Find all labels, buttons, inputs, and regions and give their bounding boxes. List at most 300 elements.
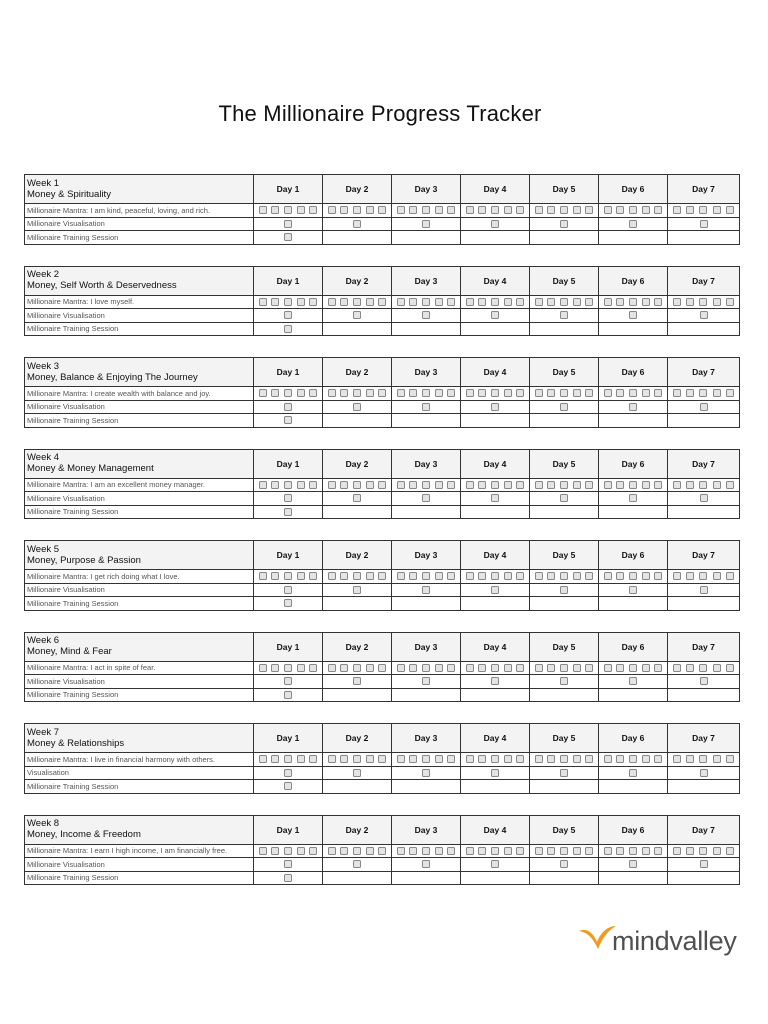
mantra-checkbox[interactable] — [328, 206, 336, 214]
mantra-checkbox[interactable] — [271, 206, 279, 214]
mantra-checkbox[interactable] — [328, 389, 336, 397]
mantra-checkbox[interactable] — [604, 664, 612, 672]
mantra-checkbox[interactable] — [378, 664, 386, 672]
mantra-checkbox[interactable] — [297, 481, 305, 489]
mantra-checkbox[interactable] — [491, 389, 499, 397]
mantra-checkbox[interactable] — [573, 481, 581, 489]
visualisation-checkbox[interactable] — [284, 860, 292, 868]
mantra-checkbox[interactable] — [604, 206, 612, 214]
mantra-checkbox[interactable] — [340, 206, 348, 214]
mantra-checkbox[interactable] — [271, 572, 279, 580]
mantra-checkbox[interactable] — [654, 389, 662, 397]
training-checkbox[interactable] — [284, 782, 292, 790]
visualisation-checkbox[interactable] — [560, 860, 568, 868]
mantra-checkbox[interactable] — [409, 847, 417, 855]
mantra-checkbox[interactable] — [585, 664, 593, 672]
mantra-checkbox[interactable] — [585, 572, 593, 580]
mantra-checkbox[interactable] — [504, 298, 512, 306]
mantra-checkbox[interactable] — [353, 755, 361, 763]
mantra-checkbox[interactable] — [616, 298, 624, 306]
mantra-checkbox[interactable] — [328, 664, 336, 672]
visualisation-checkbox[interactable] — [560, 220, 568, 228]
mantra-checkbox[interactable] — [629, 572, 637, 580]
mantra-checkbox[interactable] — [328, 755, 336, 763]
mantra-checkbox[interactable] — [409, 206, 417, 214]
mantra-checkbox[interactable] — [284, 755, 292, 763]
mantra-checkbox[interactable] — [328, 572, 336, 580]
mantra-checkbox[interactable] — [713, 572, 721, 580]
mantra-checkbox[interactable] — [642, 206, 650, 214]
mantra-checkbox[interactable] — [422, 847, 430, 855]
mantra-checkbox[interactable] — [654, 572, 662, 580]
mantra-checkbox[interactable] — [422, 572, 430, 580]
visualisation-checkbox[interactable] — [560, 769, 568, 777]
visualisation-checkbox[interactable] — [700, 586, 708, 594]
mantra-checkbox[interactable] — [629, 206, 637, 214]
mantra-checkbox[interactable] — [713, 664, 721, 672]
mantra-checkbox[interactable] — [422, 664, 430, 672]
mantra-checkbox[interactable] — [259, 298, 267, 306]
mantra-checkbox[interactable] — [297, 664, 305, 672]
mantra-checkbox[interactable] — [673, 298, 681, 306]
visualisation-checkbox[interactable] — [560, 403, 568, 411]
visualisation-checkbox[interactable] — [284, 494, 292, 502]
visualisation-checkbox[interactable] — [353, 494, 361, 502]
mantra-checkbox[interactable] — [328, 298, 336, 306]
mantra-checkbox[interactable] — [259, 389, 267, 397]
mantra-checkbox[interactable] — [629, 389, 637, 397]
mantra-checkbox[interactable] — [491, 572, 499, 580]
visualisation-checkbox[interactable] — [491, 586, 499, 594]
mantra-checkbox[interactable] — [409, 755, 417, 763]
mantra-checkbox[interactable] — [504, 206, 512, 214]
mantra-checkbox[interactable] — [378, 847, 386, 855]
mantra-checkbox[interactable] — [378, 389, 386, 397]
visualisation-checkbox[interactable] — [700, 311, 708, 319]
mantra-checkbox[interactable] — [504, 664, 512, 672]
mantra-checkbox[interactable] — [654, 664, 662, 672]
mantra-checkbox[interactable] — [447, 481, 455, 489]
visualisation-checkbox[interactable] — [284, 769, 292, 777]
mantra-checkbox[interactable] — [585, 206, 593, 214]
mantra-checkbox[interactable] — [271, 298, 279, 306]
visualisation-checkbox[interactable] — [353, 860, 361, 868]
mantra-checkbox[interactable] — [535, 206, 543, 214]
mantra-checkbox[interactable] — [673, 847, 681, 855]
mantra-checkbox[interactable] — [491, 847, 499, 855]
mantra-checkbox[interactable] — [397, 481, 405, 489]
mantra-checkbox[interactable] — [642, 298, 650, 306]
mantra-checkbox[interactable] — [573, 755, 581, 763]
mantra-checkbox[interactable] — [699, 298, 707, 306]
mantra-checkbox[interactable] — [435, 206, 443, 214]
mantra-checkbox[interactable] — [297, 755, 305, 763]
mantra-checkbox[interactable] — [466, 298, 474, 306]
mantra-checkbox[interactable] — [328, 847, 336, 855]
mantra-checkbox[interactable] — [447, 572, 455, 580]
visualisation-checkbox[interactable] — [629, 586, 637, 594]
mantra-checkbox[interactable] — [271, 389, 279, 397]
mantra-checkbox[interactable] — [259, 481, 267, 489]
mantra-checkbox[interactable] — [654, 481, 662, 489]
mantra-checkbox[interactable] — [284, 481, 292, 489]
mantra-checkbox[interactable] — [435, 847, 443, 855]
mantra-checkbox[interactable] — [409, 664, 417, 672]
mantra-checkbox[interactable] — [309, 298, 317, 306]
mantra-checkbox[interactable] — [629, 298, 637, 306]
mantra-checkbox[interactable] — [726, 481, 734, 489]
mantra-checkbox[interactable] — [435, 481, 443, 489]
mantra-checkbox[interactable] — [466, 755, 474, 763]
mantra-checkbox[interactable] — [259, 847, 267, 855]
mantra-checkbox[interactable] — [378, 572, 386, 580]
visualisation-checkbox[interactable] — [353, 769, 361, 777]
mantra-checkbox[interactable] — [713, 755, 721, 763]
mantra-checkbox[interactable] — [573, 572, 581, 580]
mantra-checkbox[interactable] — [378, 481, 386, 489]
mantra-checkbox[interactable] — [516, 298, 524, 306]
mantra-checkbox[interactable] — [397, 572, 405, 580]
mantra-checkbox[interactable] — [585, 755, 593, 763]
training-checkbox[interactable] — [284, 874, 292, 882]
mantra-checkbox[interactable] — [726, 755, 734, 763]
mantra-checkbox[interactable] — [673, 572, 681, 580]
visualisation-checkbox[interactable] — [422, 311, 430, 319]
mantra-checkbox[interactable] — [616, 664, 624, 672]
mantra-checkbox[interactable] — [573, 847, 581, 855]
mantra-checkbox[interactable] — [616, 206, 624, 214]
visualisation-checkbox[interactable] — [491, 769, 499, 777]
mantra-checkbox[interactable] — [547, 755, 555, 763]
mantra-checkbox[interactable] — [340, 298, 348, 306]
mantra-checkbox[interactable] — [699, 481, 707, 489]
mantra-checkbox[interactable] — [560, 847, 568, 855]
mantra-checkbox[interactable] — [504, 572, 512, 580]
mantra-checkbox[interactable] — [397, 847, 405, 855]
mantra-checkbox[interactable] — [409, 389, 417, 397]
mantra-checkbox[interactable] — [271, 755, 279, 763]
mantra-checkbox[interactable] — [435, 755, 443, 763]
training-checkbox[interactable] — [284, 416, 292, 424]
mantra-checkbox[interactable] — [340, 572, 348, 580]
mantra-checkbox[interactable] — [422, 298, 430, 306]
mantra-checkbox[interactable] — [726, 298, 734, 306]
mantra-checkbox[interactable] — [604, 847, 612, 855]
training-checkbox[interactable] — [284, 233, 292, 241]
mantra-checkbox[interactable] — [447, 664, 455, 672]
mantra-checkbox[interactable] — [491, 664, 499, 672]
mantra-checkbox[interactable] — [560, 481, 568, 489]
mantra-checkbox[interactable] — [642, 847, 650, 855]
mantra-checkbox[interactable] — [378, 298, 386, 306]
mantra-checkbox[interactable] — [259, 664, 267, 672]
mantra-checkbox[interactable] — [409, 481, 417, 489]
mantra-checkbox[interactable] — [397, 206, 405, 214]
mantra-checkbox[interactable] — [726, 572, 734, 580]
mantra-checkbox[interactable] — [284, 206, 292, 214]
mantra-checkbox[interactable] — [673, 664, 681, 672]
mantra-checkbox[interactable] — [573, 389, 581, 397]
mantra-checkbox[interactable] — [504, 755, 512, 763]
mantra-checkbox[interactable] — [378, 755, 386, 763]
mantra-checkbox[interactable] — [713, 206, 721, 214]
mantra-checkbox[interactable] — [447, 206, 455, 214]
visualisation-checkbox[interactable] — [629, 860, 637, 868]
mantra-checkbox[interactable] — [654, 206, 662, 214]
mantra-checkbox[interactable] — [713, 847, 721, 855]
mantra-checkbox[interactable] — [516, 572, 524, 580]
visualisation-checkbox[interactable] — [284, 220, 292, 228]
mantra-checkbox[interactable] — [284, 389, 292, 397]
mantra-checkbox[interactable] — [699, 206, 707, 214]
mantra-checkbox[interactable] — [686, 206, 694, 214]
visualisation-checkbox[interactable] — [700, 220, 708, 228]
mantra-checkbox[interactable] — [447, 389, 455, 397]
mantra-checkbox[interactable] — [409, 572, 417, 580]
visualisation-checkbox[interactable] — [353, 311, 361, 319]
mantra-checkbox[interactable] — [353, 298, 361, 306]
mantra-checkbox[interactable] — [340, 389, 348, 397]
mantra-checkbox[interactable] — [547, 389, 555, 397]
visualisation-checkbox[interactable] — [700, 677, 708, 685]
mantra-checkbox[interactable] — [378, 206, 386, 214]
mantra-checkbox[interactable] — [713, 298, 721, 306]
mantra-checkbox[interactable] — [673, 389, 681, 397]
visualisation-checkbox[interactable] — [700, 403, 708, 411]
mantra-checkbox[interactable] — [366, 572, 374, 580]
mantra-checkbox[interactable] — [309, 847, 317, 855]
mantra-checkbox[interactable] — [516, 389, 524, 397]
visualisation-checkbox[interactable] — [629, 403, 637, 411]
mantra-checkbox[interactable] — [726, 206, 734, 214]
mantra-checkbox[interactable] — [297, 298, 305, 306]
mantra-checkbox[interactable] — [604, 481, 612, 489]
mantra-checkbox[interactable] — [616, 572, 624, 580]
visualisation-checkbox[interactable] — [284, 586, 292, 594]
mantra-checkbox[interactable] — [491, 755, 499, 763]
visualisation-checkbox[interactable] — [700, 494, 708, 502]
training-checkbox[interactable] — [284, 325, 292, 333]
mantra-checkbox[interactable] — [654, 298, 662, 306]
mantra-checkbox[interactable] — [629, 664, 637, 672]
visualisation-checkbox[interactable] — [629, 677, 637, 685]
visualisation-checkbox[interactable] — [422, 860, 430, 868]
mantra-checkbox[interactable] — [573, 206, 581, 214]
mantra-checkbox[interactable] — [435, 572, 443, 580]
mantra-checkbox[interactable] — [422, 389, 430, 397]
mantra-checkbox[interactable] — [726, 664, 734, 672]
mantra-checkbox[interactable] — [435, 389, 443, 397]
mantra-checkbox[interactable] — [366, 664, 374, 672]
mantra-checkbox[interactable] — [309, 389, 317, 397]
mantra-checkbox[interactable] — [366, 481, 374, 489]
visualisation-checkbox[interactable] — [422, 769, 430, 777]
mantra-checkbox[interactable] — [686, 389, 694, 397]
mantra-checkbox[interactable] — [309, 572, 317, 580]
mantra-checkbox[interactable] — [491, 206, 499, 214]
mantra-checkbox[interactable] — [309, 664, 317, 672]
mantra-checkbox[interactable] — [547, 481, 555, 489]
mantra-checkbox[interactable] — [673, 755, 681, 763]
mantra-checkbox[interactable] — [686, 572, 694, 580]
mantra-checkbox[interactable] — [585, 847, 593, 855]
mantra-checkbox[interactable] — [629, 481, 637, 489]
mantra-checkbox[interactable] — [535, 755, 543, 763]
visualisation-checkbox[interactable] — [700, 860, 708, 868]
visualisation-checkbox[interactable] — [422, 677, 430, 685]
mantra-checkbox[interactable] — [271, 664, 279, 672]
mantra-checkbox[interactable] — [435, 664, 443, 672]
mantra-checkbox[interactable] — [397, 755, 405, 763]
visualisation-checkbox[interactable] — [353, 220, 361, 228]
mantra-checkbox[interactable] — [686, 298, 694, 306]
mantra-checkbox[interactable] — [516, 664, 524, 672]
mantra-checkbox[interactable] — [560, 298, 568, 306]
visualisation-checkbox[interactable] — [491, 494, 499, 502]
mantra-checkbox[interactable] — [271, 847, 279, 855]
mantra-checkbox[interactable] — [447, 847, 455, 855]
visualisation-checkbox[interactable] — [422, 220, 430, 228]
mantra-checkbox[interactable] — [297, 389, 305, 397]
visualisation-checkbox[interactable] — [560, 494, 568, 502]
mantra-checkbox[interactable] — [504, 389, 512, 397]
visualisation-checkbox[interactable] — [629, 220, 637, 228]
mantra-checkbox[interactable] — [654, 755, 662, 763]
mantra-checkbox[interactable] — [573, 298, 581, 306]
mantra-checkbox[interactable] — [478, 481, 486, 489]
mantra-checkbox[interactable] — [547, 206, 555, 214]
mantra-checkbox[interactable] — [699, 847, 707, 855]
visualisation-checkbox[interactable] — [560, 677, 568, 685]
mantra-checkbox[interactable] — [642, 481, 650, 489]
mantra-checkbox[interactable] — [353, 664, 361, 672]
mantra-checkbox[interactable] — [699, 755, 707, 763]
mantra-checkbox[interactable] — [547, 572, 555, 580]
mantra-checkbox[interactable] — [466, 389, 474, 397]
mantra-checkbox[interactable] — [616, 755, 624, 763]
mantra-checkbox[interactable] — [686, 847, 694, 855]
mantra-checkbox[interactable] — [284, 298, 292, 306]
mantra-checkbox[interactable] — [642, 389, 650, 397]
mantra-checkbox[interactable] — [353, 481, 361, 489]
visualisation-checkbox[interactable] — [284, 677, 292, 685]
visualisation-checkbox[interactable] — [629, 494, 637, 502]
mantra-checkbox[interactable] — [478, 755, 486, 763]
mantra-checkbox[interactable] — [435, 298, 443, 306]
mantra-checkbox[interactable] — [604, 389, 612, 397]
visualisation-checkbox[interactable] — [284, 311, 292, 319]
mantra-checkbox[interactable] — [535, 664, 543, 672]
visualisation-checkbox[interactable] — [560, 586, 568, 594]
mantra-checkbox[interactable] — [353, 389, 361, 397]
mantra-checkbox[interactable] — [726, 389, 734, 397]
mantra-checkbox[interactable] — [340, 481, 348, 489]
mantra-checkbox[interactable] — [686, 664, 694, 672]
training-checkbox[interactable] — [284, 508, 292, 516]
mantra-checkbox[interactable] — [629, 755, 637, 763]
mantra-checkbox[interactable] — [535, 481, 543, 489]
mantra-checkbox[interactable] — [547, 298, 555, 306]
mantra-checkbox[interactable] — [466, 572, 474, 580]
mantra-checkbox[interactable] — [604, 572, 612, 580]
mantra-checkbox[interactable] — [466, 664, 474, 672]
mantra-checkbox[interactable] — [340, 664, 348, 672]
mantra-checkbox[interactable] — [673, 481, 681, 489]
mantra-checkbox[interactable] — [516, 481, 524, 489]
mantra-checkbox[interactable] — [366, 847, 374, 855]
mantra-checkbox[interactable] — [654, 847, 662, 855]
visualisation-checkbox[interactable] — [491, 860, 499, 868]
mantra-checkbox[interactable] — [297, 206, 305, 214]
mantra-checkbox[interactable] — [259, 572, 267, 580]
mantra-checkbox[interactable] — [366, 298, 374, 306]
mantra-checkbox[interactable] — [686, 481, 694, 489]
training-checkbox[interactable] — [284, 599, 292, 607]
mantra-checkbox[interactable] — [397, 389, 405, 397]
mantra-checkbox[interactable] — [516, 206, 524, 214]
visualisation-checkbox[interactable] — [284, 403, 292, 411]
mantra-checkbox[interactable] — [422, 206, 430, 214]
mantra-checkbox[interactable] — [504, 481, 512, 489]
mantra-checkbox[interactable] — [491, 298, 499, 306]
mantra-checkbox[interactable] — [284, 572, 292, 580]
mantra-checkbox[interactable] — [535, 389, 543, 397]
mantra-checkbox[interactable] — [604, 755, 612, 763]
mantra-checkbox[interactable] — [466, 847, 474, 855]
mantra-checkbox[interactable] — [478, 389, 486, 397]
visualisation-checkbox[interactable] — [491, 220, 499, 228]
mantra-checkbox[interactable] — [309, 481, 317, 489]
visualisation-checkbox[interactable] — [422, 494, 430, 502]
visualisation-checkbox[interactable] — [353, 586, 361, 594]
mantra-checkbox[interactable] — [340, 847, 348, 855]
mantra-checkbox[interactable] — [560, 755, 568, 763]
mantra-checkbox[interactable] — [309, 206, 317, 214]
mantra-checkbox[interactable] — [447, 755, 455, 763]
mantra-checkbox[interactable] — [447, 298, 455, 306]
visualisation-checkbox[interactable] — [491, 403, 499, 411]
mantra-checkbox[interactable] — [422, 755, 430, 763]
mantra-checkbox[interactable] — [560, 389, 568, 397]
visualisation-checkbox[interactable] — [491, 677, 499, 685]
mantra-checkbox[interactable] — [466, 206, 474, 214]
mantra-checkbox[interactable] — [560, 664, 568, 672]
mantra-checkbox[interactable] — [604, 298, 612, 306]
mantra-checkbox[interactable] — [535, 572, 543, 580]
training-checkbox[interactable] — [284, 691, 292, 699]
mantra-checkbox[interactable] — [297, 572, 305, 580]
mantra-checkbox[interactable] — [397, 298, 405, 306]
mantra-checkbox[interactable] — [478, 298, 486, 306]
mantra-checkbox[interactable] — [616, 847, 624, 855]
mantra-checkbox[interactable] — [673, 206, 681, 214]
mantra-checkbox[interactable] — [259, 755, 267, 763]
mantra-checkbox[interactable] — [585, 389, 593, 397]
mantra-checkbox[interactable] — [353, 847, 361, 855]
mantra-checkbox[interactable] — [297, 847, 305, 855]
mantra-checkbox[interactable] — [284, 847, 292, 855]
mantra-checkbox[interactable] — [516, 847, 524, 855]
visualisation-checkbox[interactable] — [422, 586, 430, 594]
visualisation-checkbox[interactable] — [353, 677, 361, 685]
mantra-checkbox[interactable] — [478, 664, 486, 672]
mantra-checkbox[interactable] — [699, 664, 707, 672]
mantra-checkbox[interactable] — [585, 481, 593, 489]
visualisation-checkbox[interactable] — [629, 769, 637, 777]
mantra-checkbox[interactable] — [259, 206, 267, 214]
mantra-checkbox[interactable] — [366, 206, 374, 214]
mantra-checkbox[interactable] — [699, 389, 707, 397]
